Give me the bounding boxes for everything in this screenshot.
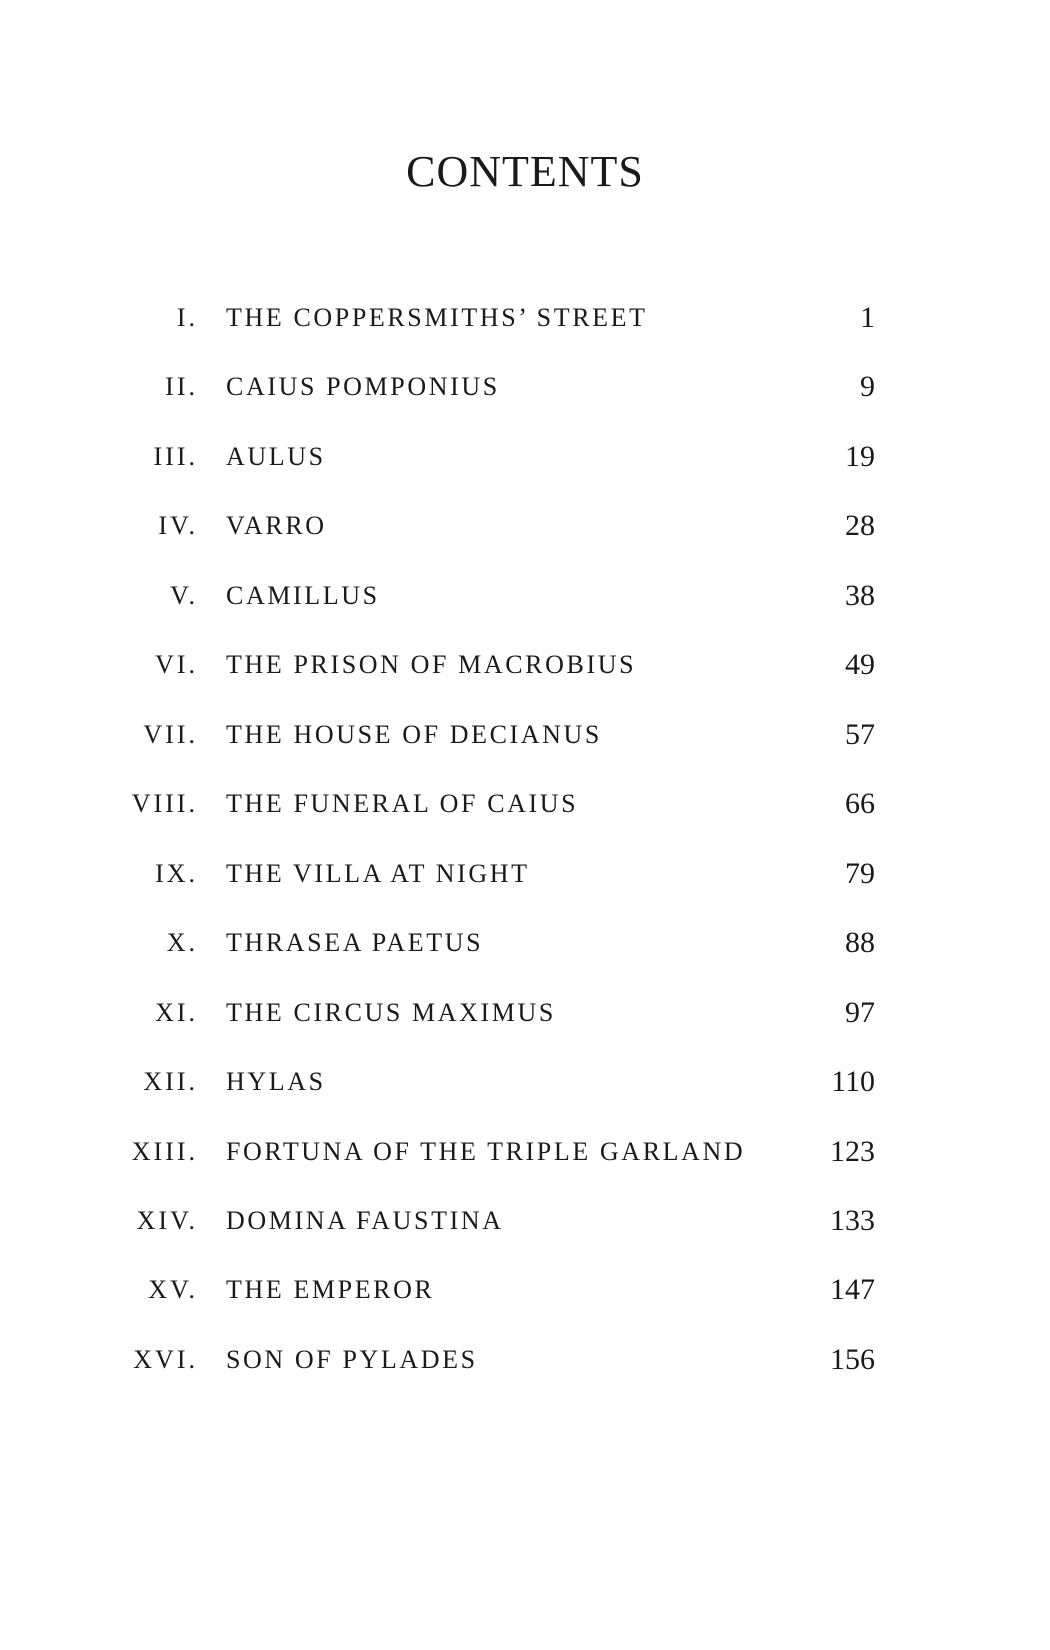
chapter-title: THE COPPERSMITHS’ STREET bbox=[226, 303, 648, 332]
chapter-title: HYLAS bbox=[226, 1067, 326, 1096]
toc-entry[interactable] bbox=[0, 1132, 1050, 1172]
page-number: 110 bbox=[831, 1065, 875, 1098]
toc-entry[interactable] bbox=[0, 645, 1050, 685]
chapter-number: XII. bbox=[143, 1067, 198, 1096]
chapter-title: FORTUNA OF THE TRIPLE GARLAND bbox=[226, 1137, 746, 1166]
toc-entry[interactable] bbox=[0, 715, 1050, 755]
chapter-number: XVI. bbox=[133, 1345, 198, 1374]
chapter-title: THE HOUSE OF DECIANUS bbox=[226, 720, 602, 749]
chapter-title: THE FUNERAL OF CAIUS bbox=[226, 789, 579, 818]
toc-entry[interactable] bbox=[0, 576, 1050, 616]
page-number: 133 bbox=[830, 1204, 875, 1237]
toc-entry[interactable] bbox=[0, 367, 1050, 407]
chapter-number: IV. bbox=[158, 511, 198, 540]
page-number: 156 bbox=[830, 1343, 875, 1376]
chapter-number: II. bbox=[165, 372, 198, 401]
toc-entry[interactable] bbox=[0, 1270, 1050, 1310]
chapter-number: IX. bbox=[155, 859, 198, 888]
chapter-number: VI. bbox=[155, 650, 198, 679]
page-number: 49 bbox=[845, 648, 875, 681]
chapter-title: THRASEA PAETUS bbox=[226, 928, 484, 957]
chapter-title: CAIUS POMPONIUS bbox=[226, 372, 500, 401]
page-number: 147 bbox=[830, 1273, 875, 1306]
chapter-number: VIII. bbox=[131, 789, 198, 818]
chapter-number: XIV. bbox=[136, 1206, 198, 1235]
page-number: 88 bbox=[845, 926, 875, 959]
toc-entry[interactable] bbox=[0, 437, 1050, 477]
page-number: 28 bbox=[845, 509, 875, 542]
chapter-number: XIII. bbox=[131, 1137, 198, 1166]
page-title: CONTENTS bbox=[406, 147, 644, 196]
page-number: 19 bbox=[845, 440, 875, 473]
page-number: 123 bbox=[830, 1135, 875, 1168]
page-number: 1 bbox=[860, 301, 875, 334]
toc-entry[interactable] bbox=[0, 923, 1050, 963]
chapter-title: DOMINA FAUSTINA bbox=[226, 1206, 504, 1235]
toc-entry[interactable] bbox=[0, 993, 1050, 1033]
chapter-number: VII. bbox=[143, 720, 198, 749]
chapter-number: III. bbox=[153, 442, 198, 471]
chapter-number: XI. bbox=[155, 998, 198, 1027]
chapter-title: THE EMPEROR bbox=[226, 1275, 435, 1304]
toc-entry[interactable] bbox=[0, 298, 1050, 338]
chapter-title: THE CIRCUS MAXIMUS bbox=[226, 998, 556, 1027]
chapter-number: V. bbox=[170, 581, 198, 610]
toc-entry[interactable] bbox=[0, 1062, 1050, 1102]
page-number: 57 bbox=[845, 718, 875, 751]
chapter-title: VARRO bbox=[226, 511, 327, 540]
toc-entry[interactable] bbox=[0, 1201, 1050, 1241]
toc-entry[interactable] bbox=[0, 506, 1050, 546]
page-number: 79 bbox=[845, 857, 875, 890]
chapter-number: X. bbox=[166, 928, 198, 957]
chapter-number: I. bbox=[176, 303, 198, 332]
chapter-title: CAMILLUS bbox=[226, 581, 380, 610]
chapter-number: XV. bbox=[148, 1275, 198, 1304]
page-number: 9 bbox=[860, 370, 875, 403]
chapter-title: AULUS bbox=[226, 442, 326, 471]
page-number: 38 bbox=[845, 579, 875, 612]
page-number: 66 bbox=[845, 787, 875, 820]
chapter-title: THE PRISON OF MACROBIUS bbox=[226, 650, 637, 679]
chapter-title: THE VILLA AT NIGHT bbox=[226, 859, 530, 888]
toc-entry[interactable] bbox=[0, 854, 1050, 894]
toc-entry[interactable] bbox=[0, 1340, 1050, 1380]
toc-entry[interactable] bbox=[0, 784, 1050, 824]
page-number: 97 bbox=[845, 996, 875, 1029]
chapter-title: SON OF PYLADES bbox=[226, 1345, 478, 1374]
